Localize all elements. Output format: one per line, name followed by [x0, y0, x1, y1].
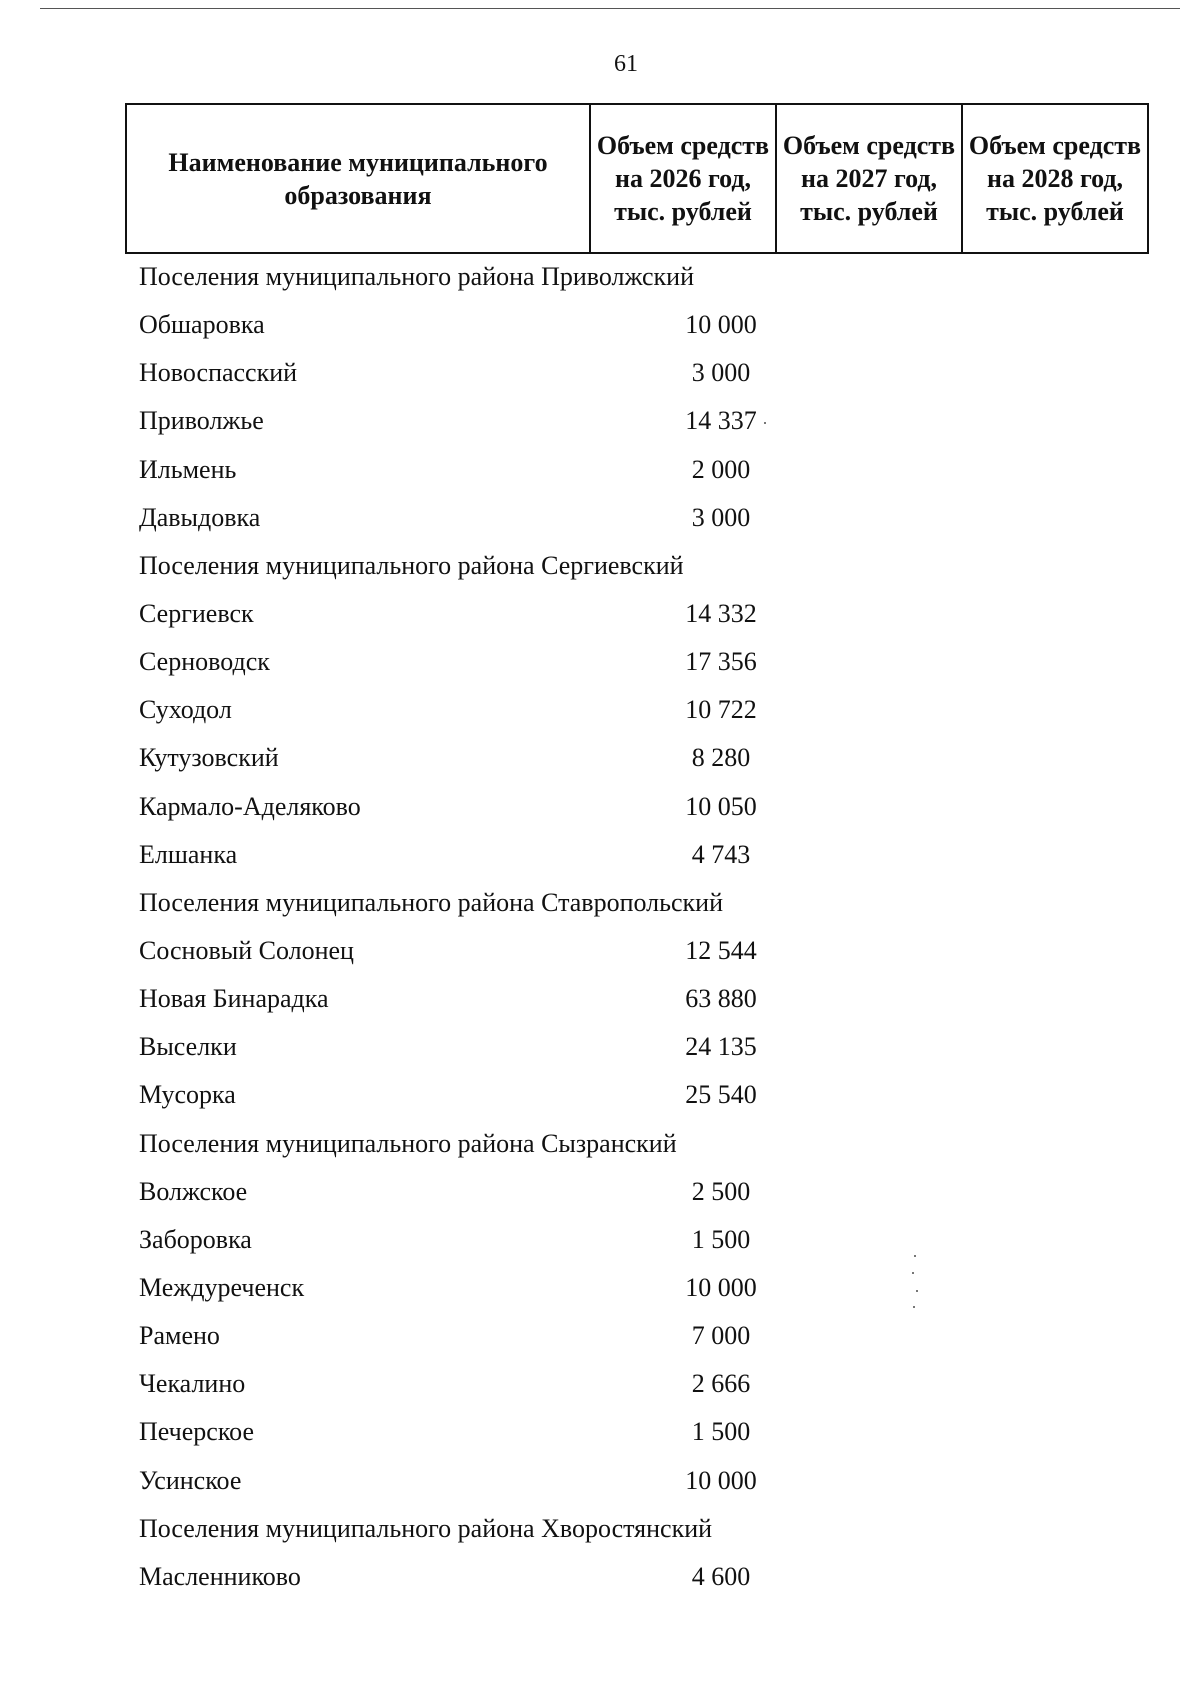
table-header — [125, 103, 1149, 254]
municipality-name: Серноводск — [139, 647, 270, 677]
value-2026-text: 10 722 — [685, 695, 757, 725]
value-2026 — [679, 1168, 962, 1216]
scan-speck — [912, 1272, 914, 1274]
municipality-name: Давыдовка — [139, 502, 261, 532]
municipality-name: Усинское — [139, 1465, 242, 1495]
table-row — [139, 927, 1139, 975]
group-title: Поселения муниципального района Ставропольский — [139, 887, 723, 917]
value-2026 — [679, 1071, 962, 1119]
table-row — [139, 1168, 1139, 1216]
scan-speck — [914, 1255, 916, 1257]
value-2026-text: 8 280 — [691, 743, 751, 773]
municipality-name: Обшаровка — [139, 310, 265, 340]
value-2026-text: 3 000 — [691, 502, 751, 532]
group-row — [139, 1120, 1139, 1168]
table-row — [139, 1216, 1139, 1264]
value-2026 — [679, 590, 962, 638]
value-2026 — [679, 397, 962, 445]
group-title: Поселения муниципального района Сергиевский — [139, 550, 684, 580]
value-2026-text: 3 000 — [691, 358, 751, 388]
group-title: Поселения муниципального района Сызранский — [139, 1128, 677, 1158]
value-2026 — [679, 349, 962, 397]
value-2026-text: 10 000 — [685, 1465, 757, 1495]
page-number: 61 — [614, 51, 638, 77]
municipality-name: Выселки — [139, 1032, 237, 1062]
value-2026 — [679, 1360, 962, 1408]
header-municipality-name: Наименование муниципального образования — [126, 104, 590, 253]
table-row — [139, 1312, 1139, 1360]
table-row — [139, 1264, 1139, 1312]
table-row — [139, 638, 1139, 686]
table-row — [139, 590, 1139, 638]
table-row — [139, 975, 1139, 1023]
value-2026-text: 7 000 — [691, 1321, 751, 1351]
municipality-name: Елшанка — [139, 839, 238, 869]
municipality-name: Сергиевск — [139, 598, 254, 628]
municipality-name: Суходол — [139, 695, 232, 725]
group-row — [139, 542, 1139, 590]
municipality-name: Новая Бинарадка — [139, 984, 329, 1014]
value-2026-text: 4 600 — [691, 1561, 751, 1591]
value-2026-text: 2 666 — [691, 1369, 751, 1399]
table-row — [139, 397, 1139, 445]
top-rule — [40, 8, 1180, 9]
value-2026-text: 2 500 — [691, 1176, 751, 1206]
table-row — [139, 734, 1139, 782]
value-2026 — [679, 638, 962, 686]
municipality-name: Мусорка — [139, 1080, 236, 1110]
municipality-name: Масленниково — [139, 1561, 301, 1591]
value-2026-text: 1 500 — [691, 1224, 751, 1254]
table-row — [139, 301, 1139, 349]
municipality-name: Заборовка — [139, 1224, 252, 1254]
scan-speck — [916, 1290, 918, 1292]
value-2026-text: 17 356 — [685, 647, 757, 677]
table-row — [139, 1408, 1139, 1456]
value-2026 — [679, 1216, 962, 1264]
municipality-name: Новоспасский — [139, 358, 298, 388]
value-2026-text: 4 743 — [691, 839, 751, 869]
municipality-name: Ильмень — [139, 454, 237, 484]
value-2026-text: 14 337 — [685, 406, 757, 436]
municipality-name: Печерское — [139, 1417, 254, 1447]
table-row — [139, 831, 1139, 879]
scan-speck — [764, 422, 766, 424]
value-2026-text: 63 880 — [685, 984, 757, 1014]
value-2026 — [679, 927, 962, 975]
group-row — [139, 879, 1139, 927]
group-title: Поселения муниципального района Хворостянский — [139, 1513, 713, 1543]
table-row — [139, 349, 1139, 397]
value-2026 — [679, 446, 962, 494]
value-2026-text: 24 135 — [685, 1032, 757, 1062]
value-2026 — [679, 1553, 962, 1601]
table-row — [139, 446, 1139, 494]
value-2026 — [679, 1312, 962, 1360]
value-2026-text: 10 000 — [685, 310, 757, 340]
table-row — [139, 1023, 1139, 1071]
header-volume-2028: Объем средств на 2028 год, тыс. рублей — [962, 104, 1148, 253]
municipality-name: Рамено — [139, 1321, 220, 1351]
municipality-name: Междуреченск — [139, 1272, 305, 1302]
value-2026 — [679, 1023, 962, 1071]
value-2026-text: 12 544 — [685, 935, 757, 965]
value-2026-text: 10 050 — [685, 791, 757, 821]
header-row — [126, 104, 1148, 253]
table-row — [139, 686, 1139, 734]
group-row — [139, 1505, 1139, 1553]
value-2026 — [679, 1457, 962, 1505]
value-2026 — [679, 783, 962, 831]
value-2026-text: 14 332 — [685, 598, 757, 628]
municipality-name: Кутузовский — [139, 743, 279, 773]
municipality-name: Сосновый Солонец — [139, 935, 354, 965]
value-2026 — [679, 831, 962, 879]
table-row — [139, 1360, 1139, 1408]
table-row — [139, 783, 1139, 831]
value-2026-text: 2 000 — [691, 454, 751, 484]
table-row — [139, 1071, 1139, 1119]
header-volume-2027: Объем средств на 2027 год, тыс. рублей — [776, 104, 962, 253]
value-2026 — [679, 1264, 962, 1312]
table-body — [139, 253, 1139, 1601]
value-2026 — [679, 734, 962, 782]
scan-speck — [913, 1306, 915, 1308]
municipality-name: Приволжье — [139, 406, 264, 436]
table-row — [139, 1553, 1139, 1601]
value-2026-text: 10 000 — [685, 1272, 757, 1302]
municipality-name: Кармало-Аделяково — [139, 791, 361, 821]
group-title: Поселения муниципального района Приволжский — [139, 262, 695, 291]
value-2026 — [679, 686, 962, 734]
table-row — [139, 1457, 1139, 1505]
municipality-name: Волжское — [139, 1176, 248, 1206]
value-2026-text: 25 540 — [685, 1080, 757, 1110]
value-2026 — [679, 1408, 962, 1456]
value-2026 — [679, 975, 962, 1023]
table-row — [139, 494, 1139, 542]
header-volume-2026: Объем средств на 2026 год, тыс. рублей — [590, 104, 776, 253]
value-2026-text: 1 500 — [691, 1417, 751, 1447]
group-row — [139, 253, 1139, 301]
value-2026 — [679, 301, 962, 349]
value-2026 — [679, 494, 962, 542]
municipality-name: Чекалино — [139, 1369, 246, 1399]
